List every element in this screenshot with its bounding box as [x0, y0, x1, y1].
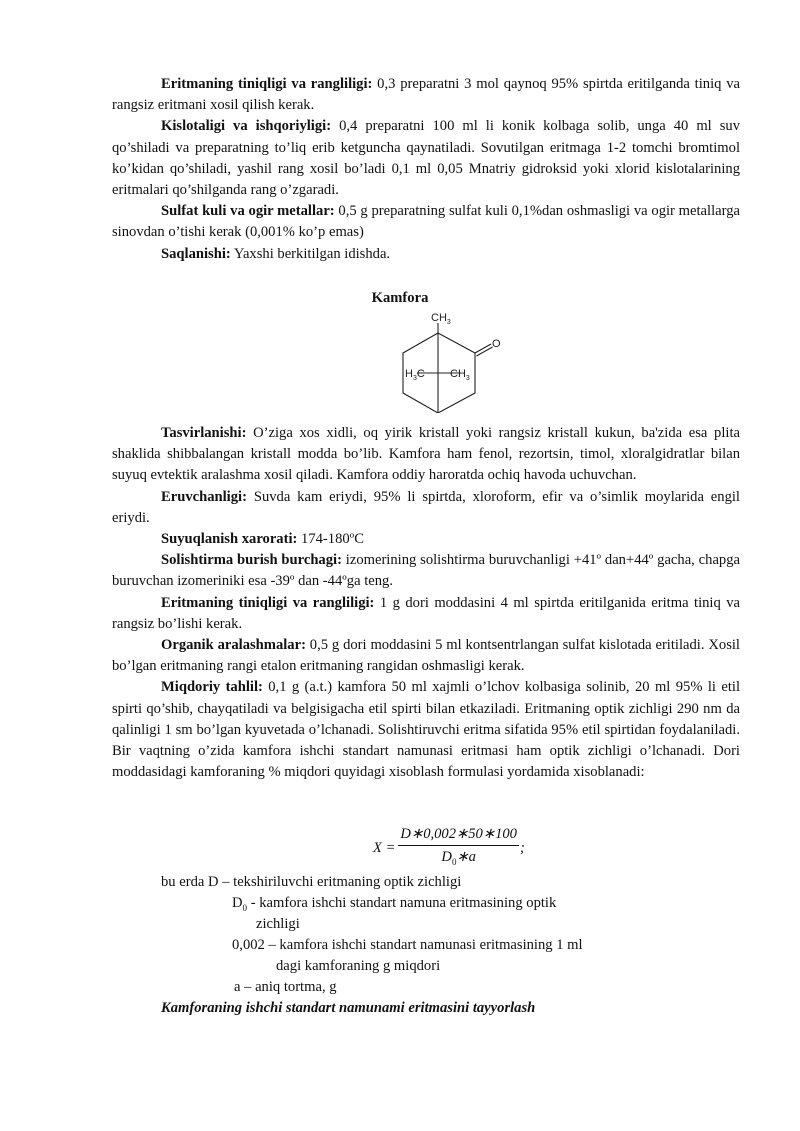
paragraph-text: 0,3 preparatni 3 mol qaynoq 95% spirtda eritilganda tiniq va rangsiz eritmani xosil qilish kerak.	[112, 76, 740, 114]
paragraph-text: Suvda kam eriydi, 95% li spirtda, xloroform, efir va o’simlik moylarida engil eriydi.	[112, 488, 740, 526]
paragraph-text: 0,1 g (a.t.) kamfora 50 ml xajmli o’lchov kolbasiga solinib, 20 ml 95% li etil spirti qo’shib, chayqatiladi va belgisigacha etil spirti bilan etkaziladi. Eritmaning optik zichligi 290 nm da qalinligi 1 sm bo’lgan kyuvetada o’lchanadi. Solishtiruvchi eritma sifatida 95% etil spirtidan foydalaniladi. Bir vaqtning o’zida kamfora ishchi standart namunasi eritmasi ham optik zichligi o’lchanadi. Dori moddasidagi kamforaning % miqdori quyidagi xisoblash formulasi yordamida xisoblanadi:	[112, 679, 740, 781]
definition-0002: 0,002 – kamfora ishchi standart namunasi eritmasining 1 ml	[232, 937, 583, 953]
definition-a: a – aniq tortma, g	[234, 979, 337, 995]
camphor-structure-diagram	[395, 309, 515, 413]
paragraph-solubility	[112, 487, 740, 529]
oxygen-label: O	[492, 338, 501, 350]
paragraph-heading: Suyuqlanish xarorati:	[161, 531, 298, 548]
assay-formula	[372, 824, 526, 873]
paragraph-storage	[112, 244, 740, 265]
paragraph-text: 1 g dori moddasini 4 ml spirtda eritilganida eritma tiniq va rangsiz bo’lishi kerak.	[112, 594, 740, 632]
paragraph-text: 0,4 preparatni 100 ml li konik kolbaga solib, unga 40 ml suv qo’shiladi va preparatning to’liq erib ketguncha qaynatiladi. Sovutilgan eritmaga 1-2 tomchi bromtimol ko’kidan qo’shiladi, yashil rang xosil bo’ladi 0,1 ml 0,05 Mnatriy gidroksid yoki xlorid kislotalarining eritmalari qo’shilganda rang o’zgaradi.	[112, 118, 741, 199]
paragraph-clarity-2	[112, 593, 740, 635]
formula-numerator: D∗0,002∗50∗100	[398, 824, 519, 846]
paragraph-heading: Solishtirma burish burchagi:	[161, 552, 342, 569]
paragraph-text: 174-180ºC	[297, 531, 364, 548]
paragraph-rotation	[112, 550, 740, 592]
definition-d: bu erda D – tekshiriluvchi eritmaning optik zichligi	[161, 874, 462, 890]
section-title: Kamfora	[371, 290, 429, 306]
paragraph-melting-point	[112, 529, 740, 550]
paragraph-description	[112, 423, 740, 487]
paragraph-heading: Eritmaning tiniqligi va rangliligi:	[161, 76, 373, 92]
definition-d0: $D_0$ - kamfora ishchi standart namuna eritmasining optik	[232, 895, 557, 913]
text-block-middle	[112, 423, 740, 783]
formula-lhs: X =	[373, 839, 396, 856]
paragraph-assay	[112, 677, 740, 783]
paragraph-text: izomerining solishtirma buruvchanligi +41º dan+44º gacha, chapga buruvchan izomeriniki esa -39º dan -44ºga teng.	[112, 552, 740, 590]
ch3-right-label: $CH_3$	[450, 368, 470, 382]
definition-d0-cont: zichligi	[256, 916, 300, 932]
paragraph-text: 0,5 g preparatning sulfat kuli 0,1%dan oshmasligi va ogir metallarga sinovdan o’tishi kerak (0,001% ko’p emas)	[112, 203, 740, 241]
paragraph-clarity	[112, 74, 740, 116]
paragraph-sulfate-ash	[112, 201, 740, 243]
paragraph-acidity	[112, 116, 740, 201]
formula-table	[372, 824, 526, 873]
h3c-label: $H_3C$	[405, 368, 425, 382]
paragraph-heading: Sulfat kuli va ogir metallar:	[161, 203, 335, 220]
definition-0002-cont: dagi kamforaning g miqdori	[276, 958, 441, 974]
text-block-top	[112, 74, 740, 265]
paragraph-heading: Miqdoriy tahlil:	[161, 679, 263, 696]
paragraph-heading: Saqlanishi:	[161, 245, 231, 262]
ch3-top-label: $CH_3$	[431, 312, 451, 326]
formula-denominator: $D_0∗a$	[441, 849, 476, 867]
formula-end: ;	[519, 839, 525, 856]
section-heading: Kamforaning ishchi standart namunami eritmasini tayyorlash	[161, 1000, 536, 1016]
paragraph-heading: Tasvirlanishi:	[161, 425, 247, 441]
paragraph-text: Yaxshi berkitilgan idishda.	[230, 245, 391, 262]
paragraph-heading: Eruvchanligi:	[161, 488, 247, 505]
paragraph-text: 0,5 g dori moddasini 5 ml kontsentrlangan sulfat kislotada eritiladi. Xosil bo’lgan eritmaning rangi etalon eritmaning rangidan oshmasligi kerak.	[112, 637, 740, 675]
paragraph-heading: Eritmaning tiniqligi va rangliligi:	[161, 594, 375, 611]
paragraph-heading: Organik aralashmalar:	[161, 637, 306, 654]
paragraph-organic-impurities	[112, 635, 740, 677]
paragraph-heading: Kislotaligi va ishqoriyligi:	[161, 118, 332, 135]
paragraph-text: O’ziga xos xidli, oq yirik kristall yoki rangsiz kristall kukun, ba'zida esa plita shaklida shibbalangan kristall modda bo’lib. Kamfora ham fenol, rezortsin, timol, xloralgidratlar bilan suyuq evtektik aralashma xosil qiladi. Kamfora oddiy haroratda ochiq havoda uchuvchan.	[112, 425, 740, 484]
